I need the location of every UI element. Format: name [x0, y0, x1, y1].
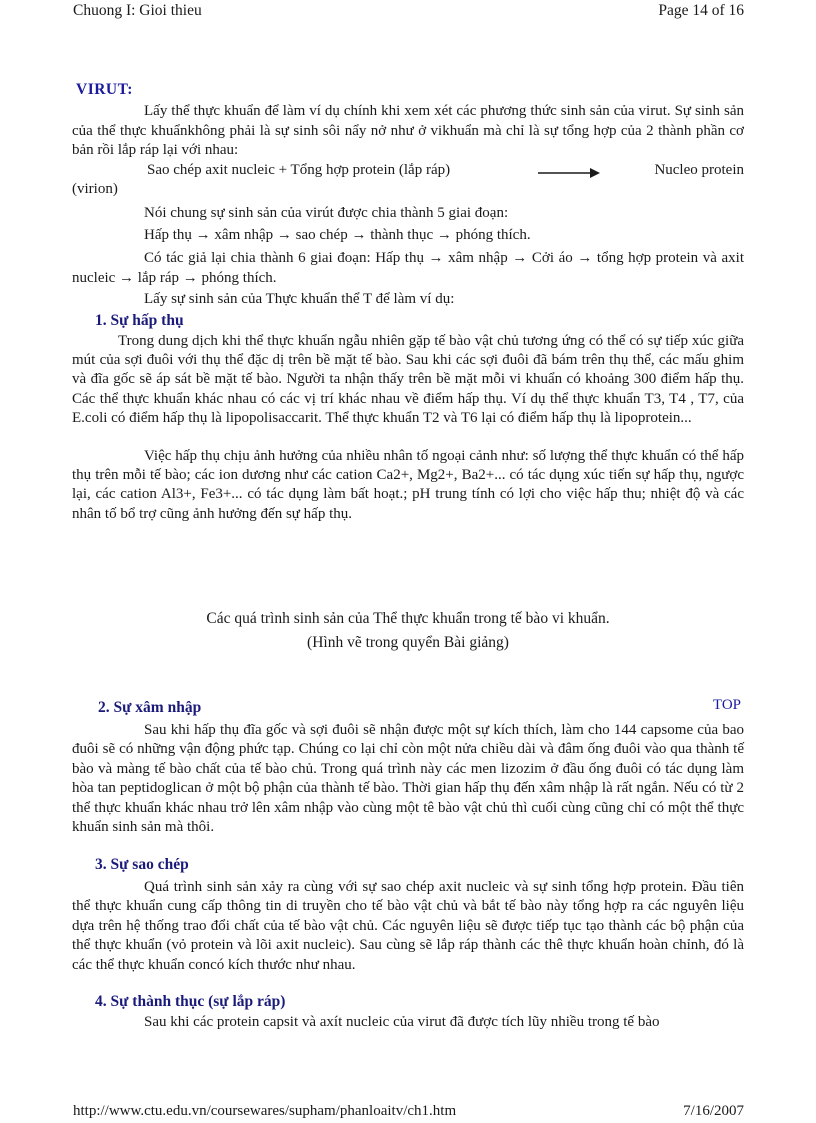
virut-heading: VIRUT: — [76, 81, 133, 98]
footer-date: 7/16/2007 — [683, 1103, 744, 1119]
section-3-paragraph: Quá trình sinh sản xảy ra cùng với sự sao chép axit nucleic và sự sinh tổng hợp protein. Đầu tiên thể thực khuẩn cung cấp thông tin di truyền cho tế bào vật chủ và bắt tế bào này tổng hợp ra các nguyên liệu dựa trên hệ thống trao đổi chất của tế bào vật chủ. Các nguyên liệu sẽ được tiếp tục tạo thành các bộ phận của thể thực khuẩn (vỏ protein và lõi axit nucleic). Sau cùng sẽ lắp ráp thành các thê thực khuẩn hoàn chỉnh, đó là các thể thực khuẩn concó kích thước như nhau. — [72, 879, 744, 973]
section-2-title: 2. Sự xâm nhập — [98, 699, 202, 716]
section-4-title: 4. Sự thành thục (sự lắp ráp) — [95, 993, 286, 1010]
six-stages-text: Có tác giả lại chia thành 6 giai đoạn: Hấp thụ → xâm nhập → Cởi áo → tổng hợp protein và axit nucleic → lắp ráp → phóng thích. — [72, 250, 744, 286]
section-3-title: 3. Sự sao chép — [95, 856, 189, 873]
general-stages-text: Nói chung sự sinh sản của virút được chia thành 5 giai đoạn: — [144, 205, 509, 221]
footer-url: http://www.ctu.edu.vn/coursewares/supham/phanloaitv/ch1.htm — [73, 1103, 457, 1119]
top-link[interactable]: TOP — [712, 697, 741, 713]
section-1-title: 1. Sự hấp thụ — [95, 312, 184, 329]
formula-continuation: (virion) — [72, 181, 118, 197]
section-1-paragraph-1: Trong dung dịch khi thể thực khuẩn ngẫu nhiên gặp tế bào vật chủ tương ứng có thể có sự tiếp xúc giữa mút của sợi đuôi với thụ thể đặc dị trên bề mặt tế bào. Sau khi các sợi đuôi đã bám trên thụ thể, các mấu ghim và đĩa gốc sẽ áp sát bề mặt tế bào. Người ta nhận thấy trên bề mặt mỗi vi khuẩn có khoảng 300 điểm hấp thụ. Các thể thực khuẩn khác nhau có các vị trí khác nhau về điểm hấp thụ. Ví dụ thể thực khuẩn T3, T4 , T7, của E.coli có điểm hấp thụ là lipopolisaccarit. Thể thực khuẩn T2 và T6 lại có điểm hấp thụ là lipoprotein... — [72, 333, 744, 426]
right-arrow-icon — [538, 168, 602, 178]
formula-right: Nucleo protein — [654, 162, 744, 178]
header-title: Chuong I: Gioi thieu — [73, 2, 202, 19]
five-stages-text: Hấp thụ → xâm nhập → sao chép → thành thục → phóng thích. — [144, 227, 531, 243]
figure-caption-line-1: Các quá trình sinh sản của Thể thực khuẩn trong tế bào vi khuẩn. — [206, 610, 610, 627]
header-page-number: Page 14 of 16 — [658, 2, 744, 19]
virut-intro: Lấy thể thực khuẩn để làm ví dụ chính khi xem xét các phương thức sinh sản của virut. Sự sinh sản của thể thực khuẩnkhông phải là sự sinh sôi nẩy nở như ở vikhuẩn mà chỉ là sự tổng hợp của 2 thành phần cơ bản rồi lắp ráp lại với nhau: — [72, 103, 744, 159]
formula-left: Sao chép axit nucleic + Tổng hợp protein (lắp ráp) — [147, 162, 451, 178]
section-2-paragraph: Sau khi hấp thụ đĩa gốc và sợi đuôi sẽ nhận được một sự kích thích, làm cho 144 capsome của bao đuôi sẽ có những vận động phức tạp. Chúng co lại chỉ còn một nửa chiều dài và đâm ống đuôi vào qua thành tế bào và màng tế bào chất của tế bào chủ. Trong quá trình này các men lizozim ở đầu ống đuôi có tác dụng làm hòa tan peptidoglican ở một bộ phận của thành tế bào. Thời gian hấp thụ đến xâm nhập là rất ngắn. Nếu có từ 2 thể thực khuẩn khác nhau trở lên xâm nhập vào cùng một tê bào vật chủ thì cuối cùng cũng chỉ có một thể thực khuẩn sinh sản mà thôi. — [72, 722, 744, 836]
section-4-paragraph: Sau khi các protein capsit và axít nucleic của virut đã được tích lũy nhiều trong tế bào — [144, 1014, 660, 1030]
section-1-paragraph-2: Việc hấp thụ chịu ảnh hưởng của nhiều nhân tố ngoại cảnh như: số lượng thể thực khuẩn có thể hấp thụ trên mỗi tế bào; các ion dương như các cation Ca2+, Mg2+, Ba2+... có tác dụng xúc tiến sự hấp thụ, ngược lại, các cation Al3+, Fe3+... có tác dụng làm bất hoạt.; pH trung tính có lợi cho việc hấp thu; nhiệt độ và các nhân tố bổ trợ cũng ảnh hưởng đến sự hấp thụ. — [72, 448, 744, 522]
figure-caption — [72, 607, 744, 655]
example-text: Lấy sự sinh sản của Thực khuẩn thể T để làm ví dụ: — [144, 291, 455, 307]
figure-caption-line-2: (Hình vẽ trong quyển Bài giảng) — [307, 634, 509, 651]
